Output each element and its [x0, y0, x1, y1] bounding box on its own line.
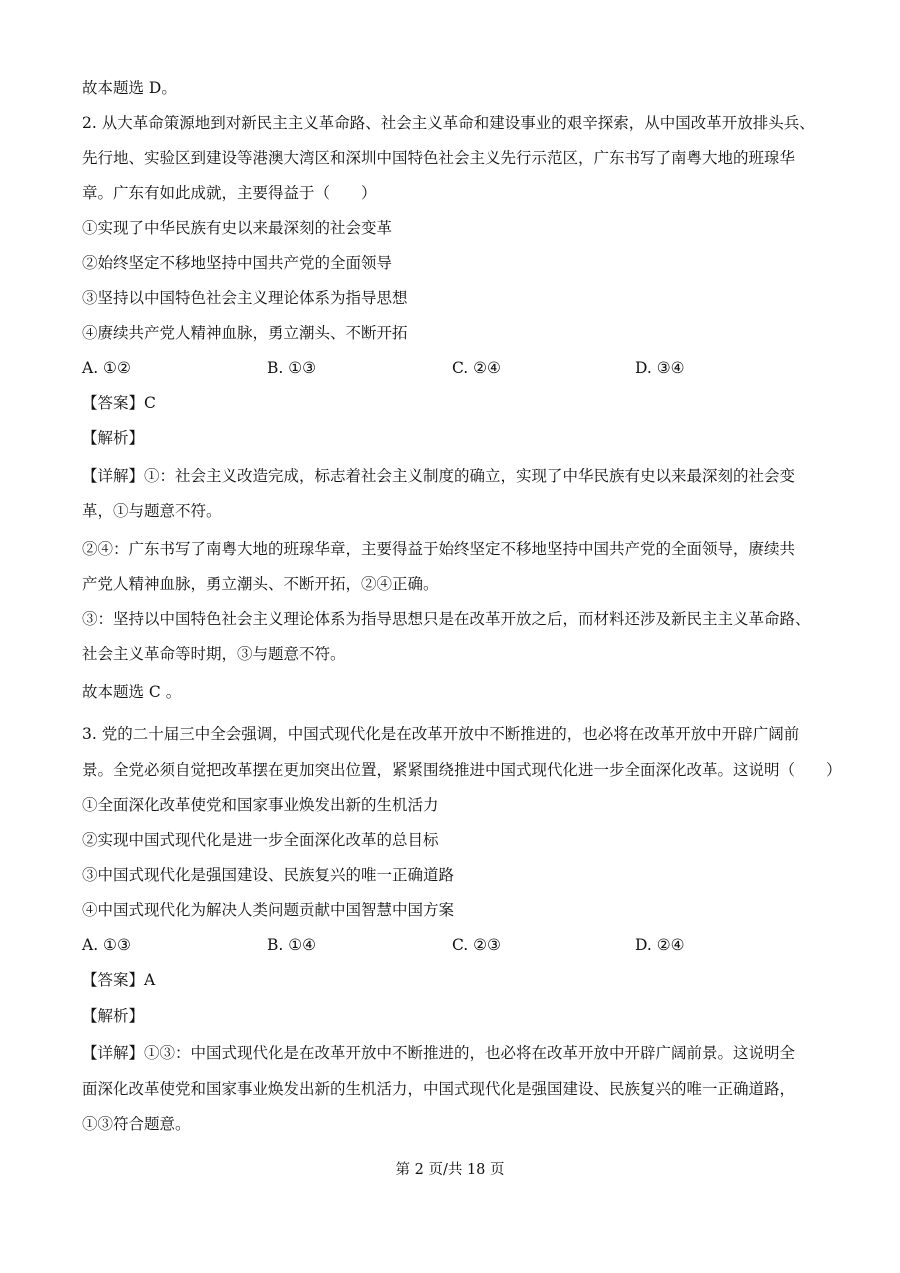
analysis-label: 【解析】 [82, 429, 145, 447]
question-3-statement: ①全面深化改革使党和国家事业焕发出新的生机活力 [82, 796, 439, 814]
option-c: C. ②④ [452, 359, 501, 377]
option-b: B. ①④ [267, 936, 317, 954]
explanation-line: 【详解】①：社会主义改造完成，标志着社会主义制度的确立，实现了中华民族有史以来最深刻的社会变 [82, 467, 796, 485]
analysis-label: 【解析】 [82, 1007, 145, 1025]
question-3-stem-line: 3. 党的二十届三中全会强调，中国式现代化是在改革开放中不断推进的，也必将在改革开放中开辟广阔前 [82, 725, 800, 743]
option-d: D. ③④ [635, 359, 685, 377]
question-2-stem-line: 先行地、实验区到建设等港澳大湾区和深圳中国特色社会主义先行示范区，广东书写了南粤大地的班瑔华 [82, 149, 796, 167]
option-a: A. ①③ [82, 936, 131, 954]
question-3-statement: ③中国式现代化是强国建设、民族复兴的唯一正确道路 [82, 866, 455, 884]
explanation-line: 革，①与题意不符。 [82, 502, 222, 520]
text-line: 故本题选 D。 [82, 79, 177, 97]
question-2-stem-line: 2. 从大革命策源地到对新民主主义革命路、社会主义革命和建设事业的艰辛探索，从中国改革开放排头兵、 [82, 114, 815, 132]
question-3-statement: ④中国式现代化为解决人类问题贡献中国智慧中国方案 [82, 901, 455, 919]
explanation-line: ②④：广东书写了南粤大地的班瑔华章，主要得益于始终坚定不移地坚持中国共产党的全面领导，赓续共 [82, 540, 796, 558]
question-2-statement: ④赓续共产党人精神血脉，勇立潮头、不断开拓 [82, 324, 408, 342]
question-2-statement: ③坚持以中国特色社会主义理论体系为指导思想 [82, 289, 408, 307]
explanation-line: ③：坚持以中国特色社会主义理论体系为指导思想只是在改革开放之后，而材料还涉及新民主主义革命路、 [82, 610, 811, 628]
option-c: C. ②③ [452, 936, 501, 954]
answer-label: 【答案】A [82, 971, 156, 989]
question-3-stem-line: 景。全党必须自觉把改革摆在更加突出位置，紧紧围绕推进中国式现代化进一步全面深化改革。这说明（ ） [82, 761, 842, 779]
explanation-line: 社会主义革命等时期，③与题意不符。 [82, 645, 346, 663]
page-number: 第 2 页/共 18 页 [395, 1162, 505, 1178]
option-a: A. ①② [82, 359, 131, 377]
conclusion-line: 故本题选 C 。 [82, 683, 182, 701]
option-b: B. ①③ [267, 359, 317, 377]
explanation-line: 产党人精神血脉，勇立潮头、不断开拓，②④正确。 [82, 575, 439, 593]
explanation-line: ①③符合题意。 [82, 1115, 191, 1133]
explanation-line: 【详解】①③：中国式现代化是在改革开放中不断推进的，也必将在改革开放中开辟广阔前景。这说明全 [82, 1044, 796, 1062]
answer-label: 【答案】C [82, 394, 156, 412]
question-2-statement: ②始终坚定不移地坚持中国共产党的全面领导 [82, 254, 393, 272]
option-d: D. ②④ [635, 936, 685, 954]
question-2-statement: ①实现了中华民族有史以来最深刻的社会变革 [82, 219, 393, 237]
question-3-statement: ②实现中国式现代化是进一步全面深化改革的总目标 [82, 831, 439, 849]
question-2-stem-line: 章。广东有如此成就，主要得益于（ ） [82, 184, 377, 202]
explanation-line: 面深化改革使党和国家事业焕发出新的生机活力，中国式现代化是强国建设、民族复兴的唯一正确道路， [82, 1080, 796, 1098]
